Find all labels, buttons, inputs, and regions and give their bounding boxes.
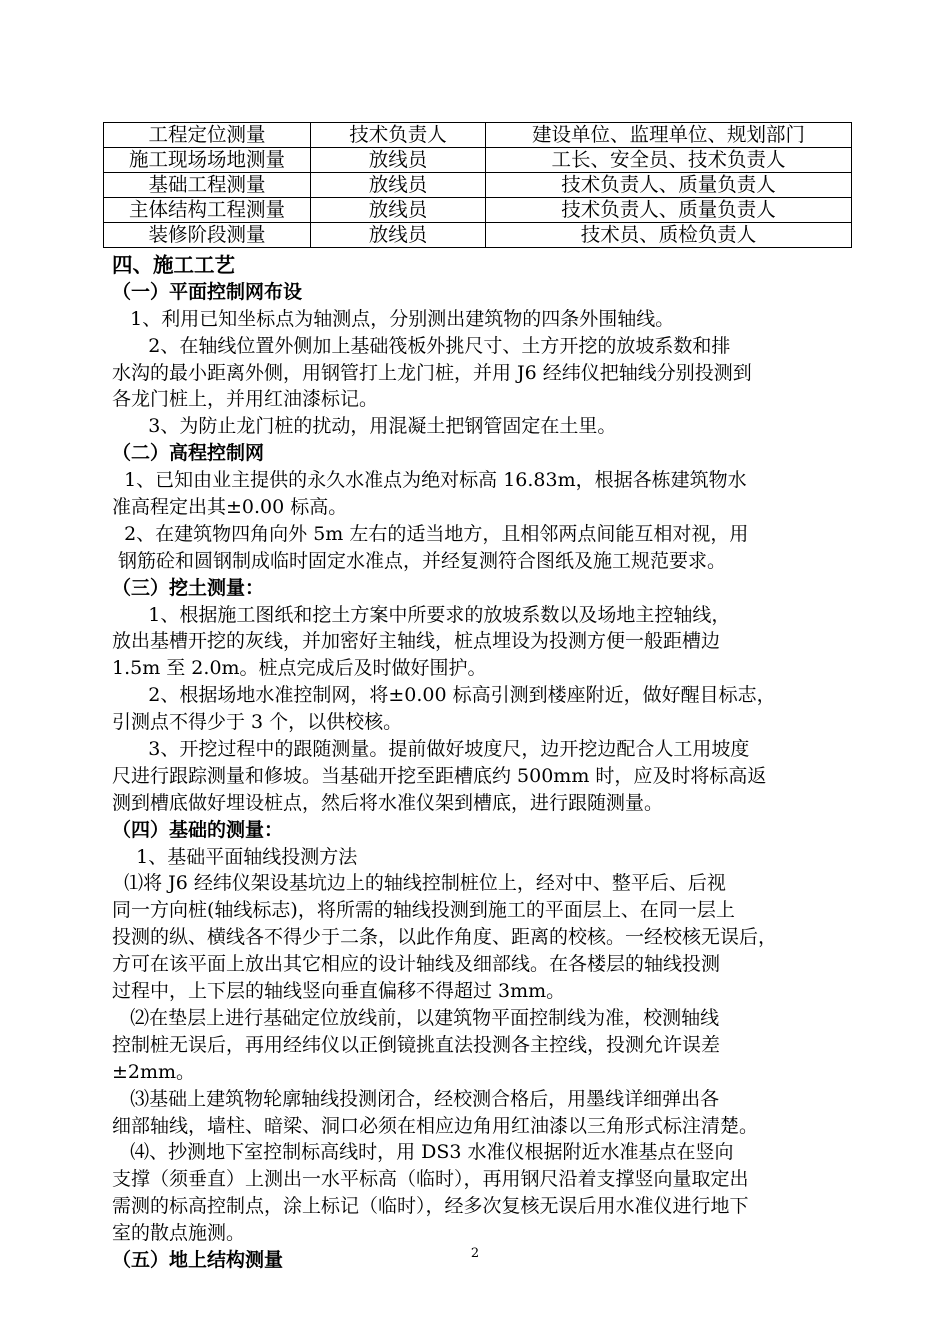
body-line: 准高程定出其±0.00 标高。 bbox=[112, 496, 348, 519]
document-body bbox=[112, 252, 842, 1274]
body-line: 1、基础平面轴线投测方法 bbox=[112, 845, 358, 868]
table-cell: 技术负责人、质量负责人 bbox=[486, 198, 852, 223]
table-cell: 技术负责人、质量负责人 bbox=[486, 173, 852, 198]
body-line: 尺进行跟踪测量和修坡。当基础开挖至距槽底约 500mm 时，应及时将标高返 bbox=[112, 764, 767, 787]
table-row bbox=[104, 173, 852, 198]
table-cell: 装修阶段测量 bbox=[104, 223, 311, 248]
body-line: 1.5m 至 2.0m。桩点完成后及时做好围护。 bbox=[112, 657, 487, 680]
body-line: 1、利用已知坐标点为轴测点，分别测出建筑物的四条外围轴线。 bbox=[112, 307, 675, 330]
body-line: 测到槽底做好埋设桩点，然后将水准仪架到槽底，进行跟随测量。 bbox=[112, 791, 664, 814]
body-line: ⑷、抄测地下室控制标高线时，用 DS3 水准仪根据附近水准基点在竖向 bbox=[112, 1141, 734, 1164]
table-cell: 放线员 bbox=[311, 148, 486, 173]
subsection-heading: （四）基础的测量： bbox=[112, 818, 284, 841]
body-line: 控制桩无误后，再用经纬仪以正倒镜挑直法投测各主控线，投测允许误差 bbox=[112, 1033, 721, 1056]
body-line: 支撑（须垂直）上测出一水平标高（临时），再用钢尺沿着支撑竖向量取定出 bbox=[112, 1168, 749, 1191]
body-line: 2、在轴线位置外侧加上基础筏板外挑尺寸、土方开挖的放坡系数和排 bbox=[112, 334, 731, 357]
body-line: 方可在该平面上放出其它相应的设计轴线及细部线。在各楼层的轴线投测 bbox=[112, 953, 721, 976]
section-heading: 四、施工工艺 bbox=[112, 253, 235, 277]
body-line: 水沟的最小距离外侧，用钢管打上龙门桩，并用 J6 经纬仪把轴线分别投测到 bbox=[112, 361, 752, 384]
body-line: 投测的纵、横线各不得少于二条，以此作角度、距离的校核。一经校核无误后， bbox=[112, 926, 778, 949]
body-line: 1、根据施工图纸和挖土方案中所要求的放坡系数以及场地主控轴线， bbox=[112, 603, 731, 626]
body-line: 同一方向桩(轴线标志)，将所需的轴线投测到施工的平面层上、在同一层上 bbox=[112, 899, 735, 922]
table-cell: 基础工程测量 bbox=[104, 173, 311, 198]
page-number: 2 bbox=[470, 1246, 480, 1261]
table-row bbox=[104, 223, 852, 248]
body-line: 过程中，上下层的轴线竖向垂直偏移不得超过 3mm。 bbox=[112, 980, 566, 1003]
body-line: 引测点不得少于 3 个，以供校核。 bbox=[112, 711, 403, 734]
table-row bbox=[104, 198, 852, 223]
table-cell: 主体结构工程测量 bbox=[104, 198, 311, 223]
body-line: 1、已知由业主提供的永久水准点为绝对标高 16.83m，根据各栋建筑物水 bbox=[112, 469, 747, 492]
body-line: 2、在建筑物四角向外 5m 左右的适当地方，且相邻两点间能互相对视，用 bbox=[112, 522, 749, 545]
subsection-heading: （一）平面控制网布设 bbox=[112, 280, 303, 303]
body-line: 室的散点施测。 bbox=[112, 1222, 246, 1245]
body-line: 3、开挖过程中的跟随测量。提前做好坡度尺，边开挖边配合人工用坡度 bbox=[112, 738, 750, 761]
subsection-heading: （五）地上结构测量 bbox=[112, 1248, 284, 1271]
body-line: 放出基槽开挖的灰线，并加密好主轴线，桩点埋设为投测方便一般距槽边 bbox=[112, 630, 721, 653]
table-cell: 工长、安全员、技术负责人 bbox=[486, 148, 852, 173]
table-cell: 放线员 bbox=[311, 173, 486, 198]
responsibility-table bbox=[103, 122, 852, 248]
table-cell: 建设单位、监理单位、规划部门 bbox=[486, 123, 852, 148]
body-line: 各龙门桩上，并用红油漆标记。 bbox=[112, 388, 379, 411]
body-line: 细部轴线，墙柱、暗梁、洞口必须在相应边角用红油漆以三角形式标注清楚。 bbox=[112, 1114, 759, 1137]
body-line: 2、根据场地水准控制网，将±0.00 标高引测到楼座附近，做好醒目标志， bbox=[112, 684, 776, 707]
table-row bbox=[104, 148, 852, 173]
body-line: 需测的标高控制点，涂上标记（临时），经多次复核无误后用水准仪进行地下 bbox=[112, 1195, 749, 1218]
body-line: ±2mm。 bbox=[112, 1060, 196, 1083]
table-cell: 施工现场场地测量 bbox=[104, 148, 311, 173]
table-cell: 技术员、质检负责人 bbox=[486, 223, 852, 248]
body-line: ⑴将 J6 经纬仪架设基坑边上的轴线控制桩位上，经对中、整平后、后视 bbox=[112, 872, 726, 895]
table-cell: 放线员 bbox=[311, 198, 486, 223]
table-cell: 技术负责人 bbox=[311, 123, 486, 148]
body-line: ⑵在垫层上进行基础定位放线前，以建筑物平面控制线为准，校测轴线 bbox=[112, 1006, 720, 1029]
table-cell: 放线员 bbox=[311, 223, 486, 248]
table-row bbox=[104, 123, 852, 148]
body-line: 钢筋砼和圆钢制成临时固定水准点，并经复测符合图纸及施工规范要求。 bbox=[112, 549, 727, 572]
subsection-heading: （三）挖土测量： bbox=[112, 576, 265, 599]
subsection-heading: （二）高程控制网 bbox=[112, 442, 265, 465]
body-line: ⑶基础上建筑物轮廓轴线投测闭合，经校测合格后，用墨线详细弹出各 bbox=[112, 1087, 720, 1110]
body-line: 3、为防止龙门桩的扰动，用混凝土把钢管固定在土里。 bbox=[112, 415, 617, 438]
table-cell: 工程定位测量 bbox=[104, 123, 311, 148]
